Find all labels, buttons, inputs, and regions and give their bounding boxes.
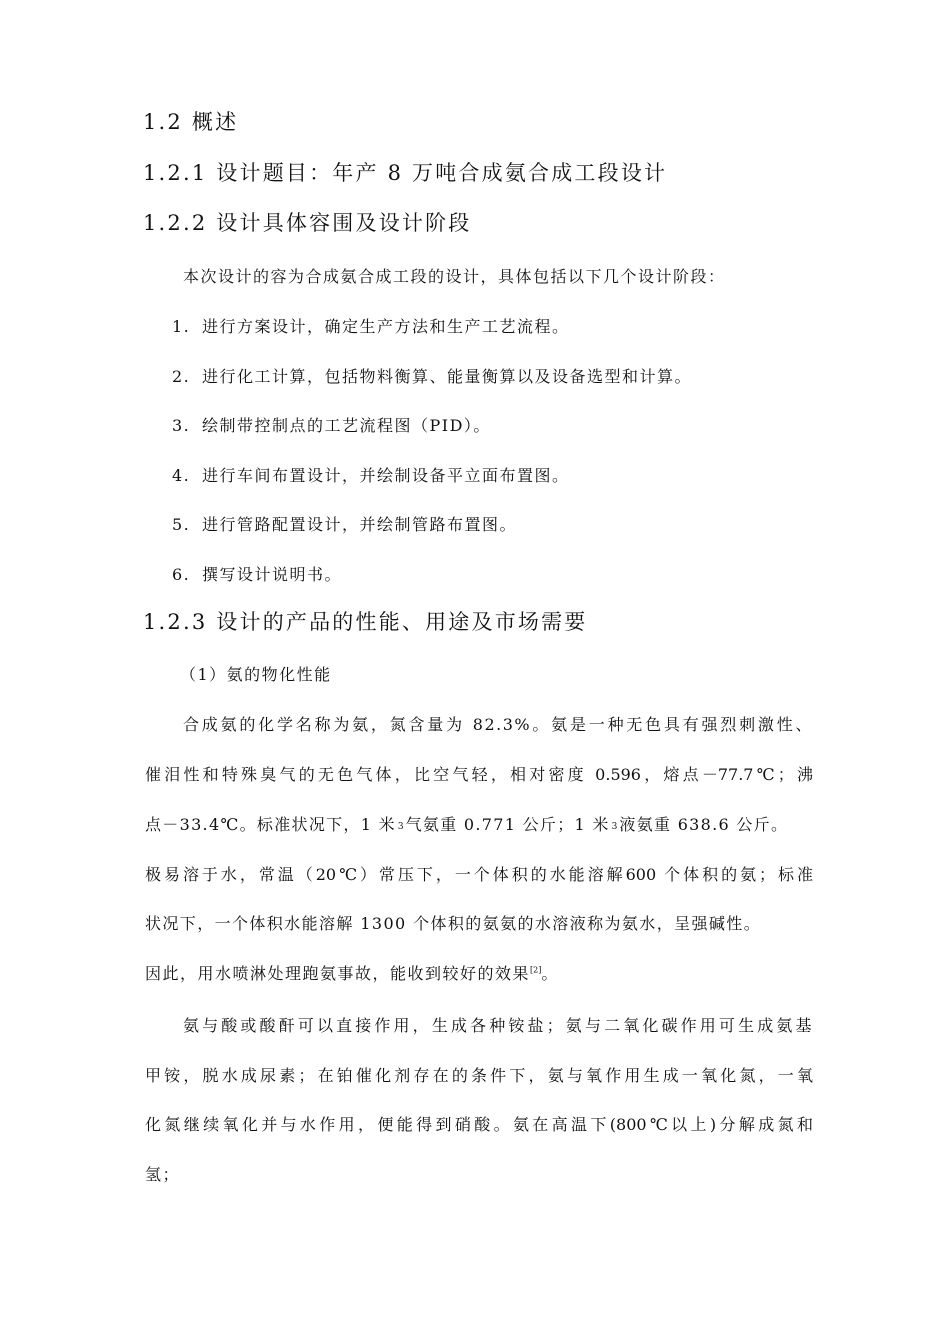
text-segment: 因此，用水喷淋处理跑氨事故，能收到较好的效果: [145, 964, 531, 983]
citation-ref: [2]: [530, 965, 542, 975]
heading-product-properties: 1.2.3 设计的产品的性能、用途及市场需要: [143, 610, 588, 634]
paragraph-line: 甲铵，脱水成尿素；在铂催化剂存在的条件下，氨与氧作用生成一氧化氮，一氧: [145, 1066, 813, 1085]
list-text: 进行方案设计，确定生产方法和生产工艺流程。: [202, 317, 570, 336]
list-number: 1.: [172, 317, 191, 336]
list-item: [172, 364, 692, 387]
list-number: 3.: [172, 416, 191, 435]
list-item: [172, 512, 517, 535]
paragraph-line: 氨与酸或酸酐可以直接作用，生成各种铵盐；氨与二氧化碳作用可生成氨基: [183, 1016, 813, 1035]
heading-design-scope: 1.2.2 设计具体容围及设计阶段: [143, 211, 472, 235]
heading-design-title: 1.2.1 设计题目：年产 8 万吨合成氨合成工段设计: [143, 161, 668, 185]
paragraph-line: 极易溶于水，常温（20℃）常压下，一个体积的水能溶解600 个体积的氨；标准: [145, 865, 813, 884]
list-text: 进行化工计算，包括物料衡算、能量衡算以及设备选型和计算。: [202, 367, 693, 386]
text-segment: 。: [541, 964, 559, 983]
list-text: 进行管路配置设计，并绘制管路布置图。: [202, 515, 518, 534]
list-item: [172, 463, 570, 486]
paragraph-line: [145, 812, 788, 835]
text-segment: 点－33.4℃。标准状况下，1 米: [145, 815, 396, 834]
text-segment: 液氨重 638.6 公斤。: [619, 815, 789, 834]
list-number: 5.: [172, 515, 191, 534]
list-number: 4.: [172, 466, 191, 485]
list-item: [172, 413, 491, 436]
list-text: 进行车间布置设计，并绘制设备平立面布置图。: [202, 466, 570, 485]
paragraph-line: 化氮继续氧化并与水作用，便能得到硝酸。氨在高温下(800℃以上)分解成氮和: [145, 1115, 813, 1134]
paragraph-line: 合成氨的化学名称为氨，氮含量为 82.3%。氨是一种无色具有强烈刺激性、: [183, 715, 813, 734]
list-number: 2.: [172, 367, 191, 386]
subsection-title: （1）氨的物化性能: [180, 665, 332, 684]
heading-overview: 1.2 概述: [143, 110, 239, 134]
list-item: [172, 562, 342, 585]
list-text: 绘制带控制点的工艺流程图（PID）。: [202, 416, 491, 435]
intro-paragraph: 本次设计的容为合成氨合成工段的设计，具体包括以下几个设计阶段：: [183, 267, 726, 286]
list-number: 6.: [172, 565, 191, 584]
superscript: 3: [611, 822, 618, 832]
list-text: 撰写设计说明书。: [202, 565, 343, 584]
paragraph-line: [145, 961, 559, 984]
paragraph-line: 状况下，一个体积水能溶解 1300 个体积的氨氨的水溶液称为氨水，呈强碱性。: [145, 914, 762, 933]
paragraph-line: 氢；: [145, 1165, 181, 1184]
list-item: [172, 314, 570, 337]
text-segment: 气氨重 0.771 公斤；1 米: [405, 815, 610, 834]
superscript: 3: [397, 822, 404, 832]
paragraph-line: 催泪性和特殊臭气的无色气体，比空气轻，相对密度 0.596，熔点－77.7℃；沸: [145, 765, 813, 784]
